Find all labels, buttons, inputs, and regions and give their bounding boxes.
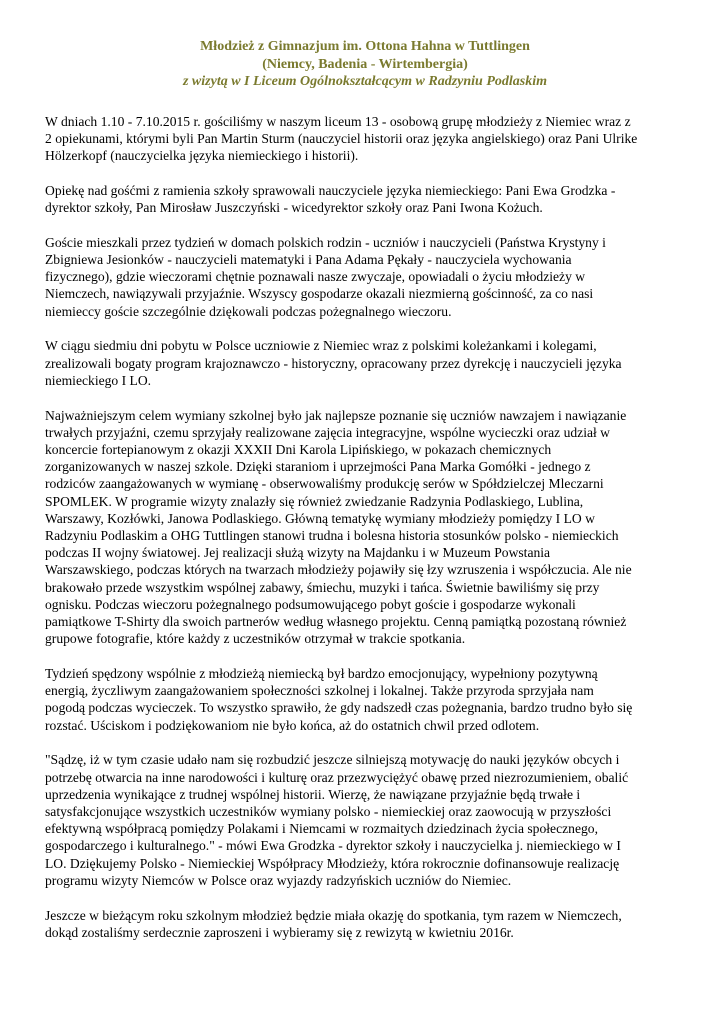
paragraph-line: satysfakcjonujące wszystkich uczestników wymiany polsko - niemieckiej oraz zaowocują w przyszłości <box>45 803 612 819</box>
paragraph-line: zorganizowanych w naszej szkole. Dzięki staraniom i uprzejmości Pana Marka Gomółki - jednego z <box>45 459 591 475</box>
paragraph-line: grupowe fotografie, które każdy z uczestników otrzymał w trakcie spotkania. <box>45 631 466 647</box>
title-line-2: (Niemcy, Badenia - Wirtembergia) <box>262 56 468 72</box>
document-page <box>45 38 685 959</box>
paragraph-line: Jeszcze w bieżącym roku szkolnym młodzież będzie miała okazję do spotkania, tym razem w Niemczech, <box>45 907 622 923</box>
paragraph-line: Radzyniu Podlaskim a OHG Tuttlingen stanowi trudna i bolesna historia stosunków polsko - niemieckich <box>45 527 619 543</box>
paragraph-line: LO. Dziękujemy Polsko - Niemieckiej Współpracy Młodzieży, która rokrocznie dofinansowuje realizację <box>45 855 620 871</box>
paragraph-line: brakowało przede wszystkim wspólnej zabawy, śmiechu, muzyki i tańca. Świetnie bawiliśmy się przy <box>45 579 600 595</box>
paragraph-line: Warszawskiego, podczas których na twarzach młodzieży pojawiły się łzy wzruszenia i współczucia. Ale nie <box>45 562 632 578</box>
paragraph-line: efektywną współpracą pomiędzy Polakami i Niemcami w rozmaitych dziedzinach życia społecznego, <box>45 821 598 837</box>
paragraph-line: uprzedzenia wynikające z trudnej wspólnej historii. Wierzę, że nawiązane przyjaźnie będą trwałe i <box>45 786 581 802</box>
title-line-1: Młodzież z Gimnazjum im. Ottona Hahna w Tuttlingen <box>200 39 530 54</box>
paragraph-line: "Sądzę, iż w tym czasie udało nam się rozbudzić jeszcze silniejszą motywację do nauki języków obcych i <box>45 752 620 768</box>
paragraph-3 <box>45 234 685 320</box>
paragraph-line: pamiątkowe T-Shirty dla swoich partnerów według własnego projektu. Cenną pamiątką pozostaną również <box>45 613 627 629</box>
paragraph-line: rodziców zaangażowanych w wymianę - obserwowaliśmy produkcję serów w Spółdzielczej Mleczarni <box>45 476 604 492</box>
paragraph-line: Najważniejszym celem wymiany szkolnej było jak najlepsze poznanie się uczniów nawzajem i nawiązanie <box>45 407 627 423</box>
paragraph-2 <box>45 182 685 216</box>
paragraph-line: Hölzerkopf (nauczycielka języka niemieckiego i historii). <box>45 147 359 163</box>
paragraph-line: W dniach 1.10 - 7.10.2015 r. gościliśmy w naszym liceum 13 - osobową grupę młodzieży z Niemiec wraz z <box>45 113 631 129</box>
paragraph-line: zrealizowali bogaty program krajoznawczo - historyczny, opracowany przez dyrekcję i nauczycieli języka <box>45 355 622 371</box>
paragraph-line: rozstać. Uściskom i podziękowaniom nie było końca, aż do ostatnich chwil przed odlotem. <box>45 717 540 733</box>
paragraph-line: Warszawy, Kozłówki, Janowa Podlaskiego. Główną tematykę wymiany młodzieży pomiędzy I LO w <box>45 510 595 526</box>
paragraph-line: dokąd zostaliśmy serdecznie zaproszeni i wybieramy się z rewizytą w kwietniu 2016r. <box>45 924 514 940</box>
paragraph-line: niemieccy goście szczególnie dziękowali podczas pożegnalnego wieczoru. <box>45 303 452 319</box>
paragraph-4 <box>45 337 685 389</box>
paragraph-line: Tydzień spędzony wspólnie z młodzieżą niemiecką był bardzo emocjonujący, wypełniony pozytywną <box>45 665 598 681</box>
paragraph-line: 2 opiekunami, którymi byli Pan Martin Sturm (nauczyciel historii oraz języka angielskiego) oraz Pani Ulrike <box>45 130 638 146</box>
paragraph-line: W ciągu siedmiu dni pobytu w Polsce uczniowie z Niemiec wraz z polskimi koleżankami i kolegami, <box>45 338 597 354</box>
paragraph-line: ognisku. Podczas wieczoru pożegnalnego podsumowującego pobyt goście i gospodarze wykonali <box>45 596 576 612</box>
paragraph-line: trwałych przyjaźni, czemu sprzyjały realizowane zajęcia integracyjne, wspólne wycieczki oraz udział w <box>45 424 610 440</box>
paragraph-line: potrzebę otwarcia na inne narodowości i kulturę oraz przezwyciężyć obawę przed niezrozumieniem, obalić <box>45 769 629 785</box>
document-title <box>45 38 685 91</box>
paragraph-line: gospodarczego i kulturalnego." - mówi Ewa Grodzka - dyrektor szkoły i nauczycielka j. niemieckiego w I <box>45 838 621 854</box>
paragraph-line: Niemczech, nawiązywali przyjaźnie. Wszyscy gospodarze okazali niezmierną gościnność, za co nasi <box>45 286 594 302</box>
document-body <box>45 113 685 941</box>
paragraph-1 <box>45 113 685 165</box>
paragraph-line: energią, życzliwym zaangażowaniem społeczności szkolnej i lokalnej. Także przyroda sprzyjała nam <box>45 683 594 699</box>
paragraph-line: pogodą podczas wycieczek. To wszystko sprawiło, że gdy nadszedł czas pożegnania, bardzo trudno było się <box>45 700 633 716</box>
paragraph-line: Opiekę nad gośćmi z ramienia szkoły sprawowali nauczyciele języka niemieckiego: Pani Ewa Grodzka - <box>45 182 616 198</box>
paragraph-line: dyrektor szkoły, Pan Mirosław Juszczyński - wicedyrektor szkoły oraz Pani Iwona Kożuch. <box>45 199 543 215</box>
paragraph-line: podczas II wojny światowej. Jej realizacji służą wizyty na Majdanku i w Muzeum Powstania <box>45 545 551 561</box>
paragraph-7 <box>45 751 685 889</box>
paragraph-line: SPOMLEK. W programie wizyty znalazły się również zwiedzanie Radzynia Podlaskiego, Lublina, <box>45 493 584 509</box>
paragraph-line: fizycznego), gdzie wieczorami chętnie poznawali nasze zwyczaje, opowiadali o życiu młodzieży w <box>45 269 586 285</box>
paragraph-line: Goście mieszkali przez tydzień w domach polskich rodzin - uczniów i nauczycieli (Państwa Krystyny i <box>45 234 606 250</box>
paragraph-6 <box>45 665 685 734</box>
paragraph-8 <box>45 907 685 941</box>
paragraph-line: Zbigniewa Jesionków - nauczycieli matematyki i Pana Adama Pękały - nauczyciela wychowania <box>45 251 572 267</box>
paragraph-line: programu wizyty Niemców w Polsce oraz wyjazdy radzyńskich uczniów do Niemiec. <box>45 872 512 888</box>
paragraph-5 <box>45 407 685 648</box>
paragraph-line: koncercie fortepianowym z okazji XXXII Dni Karola Lipińskiego, w pokazach chemicznych <box>45 441 552 457</box>
paragraph-line: niemieckiego I LO. <box>45 372 152 388</box>
title-line-3: z wizytą w I Liceum Ogólnokształcącym w Radzyniu Podlaskim <box>182 74 548 89</box>
